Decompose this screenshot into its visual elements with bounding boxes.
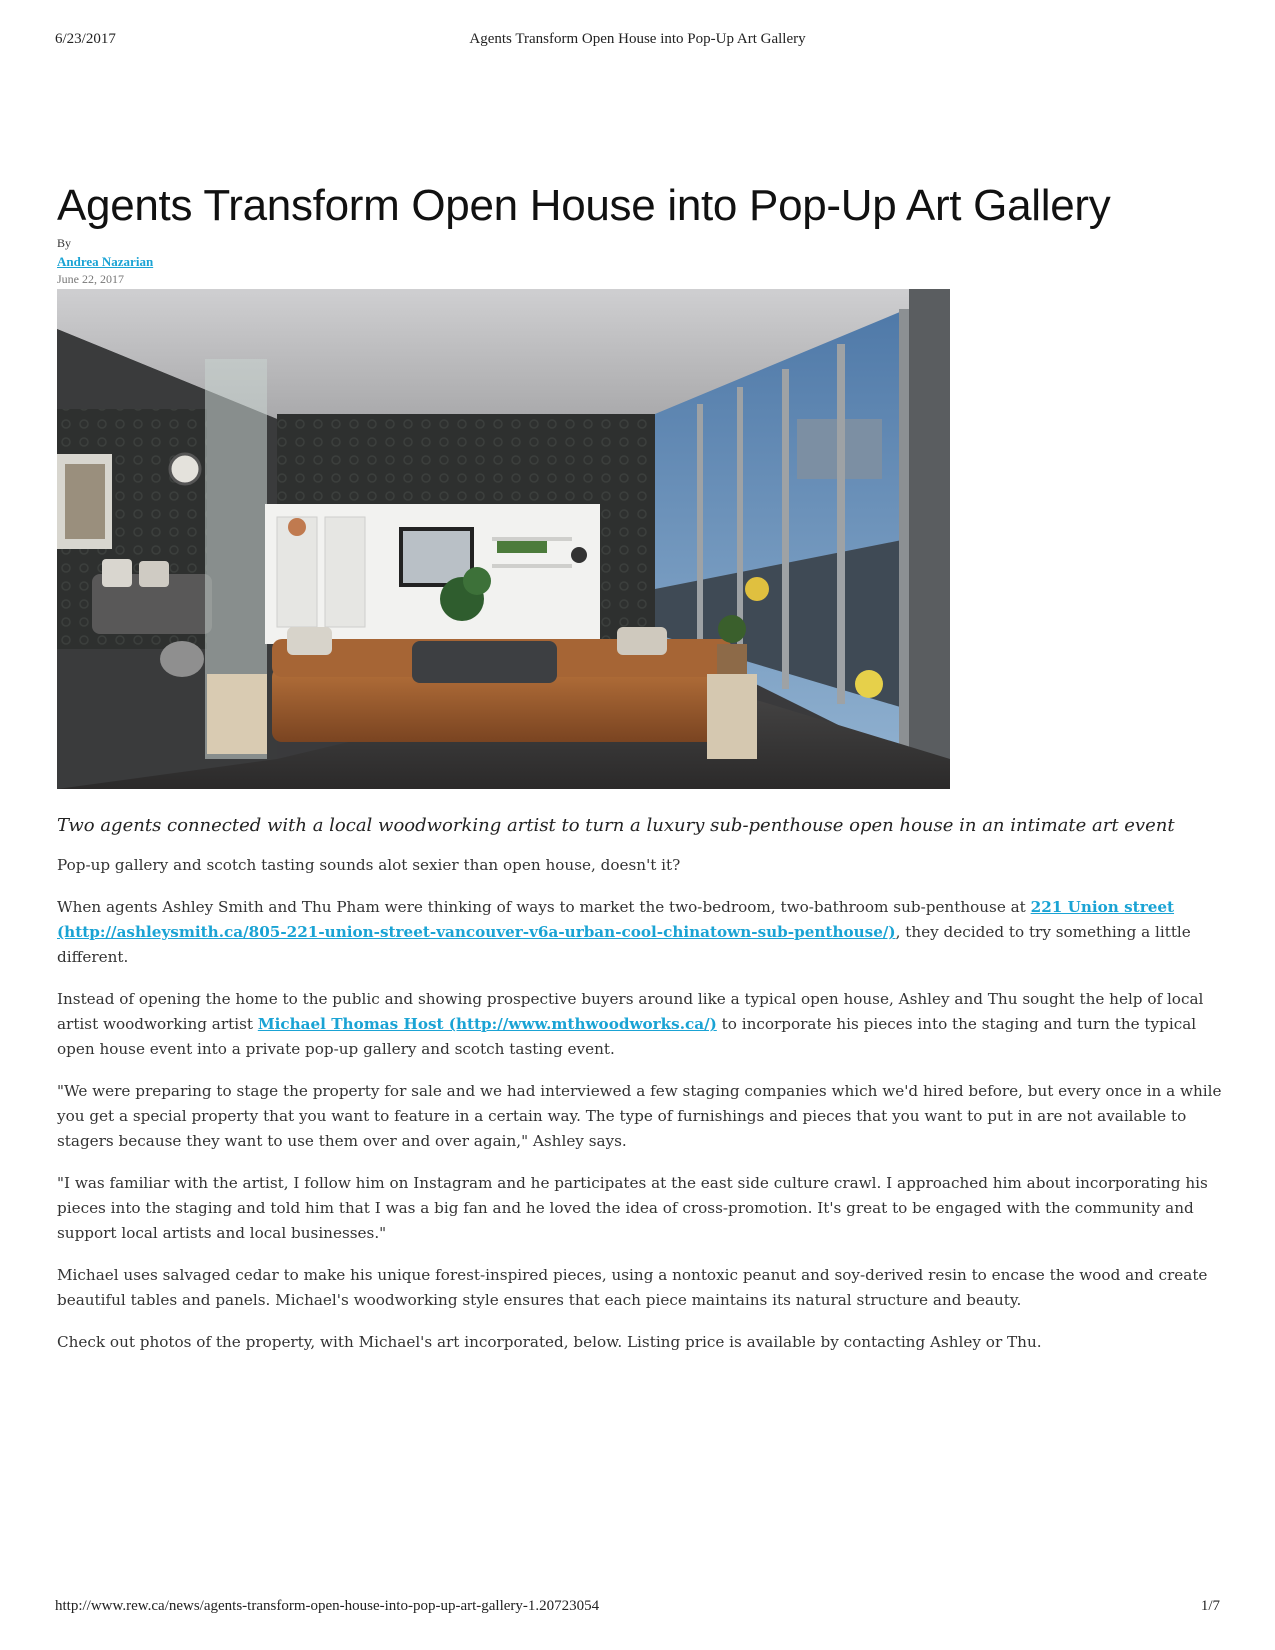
- artist-link[interactable]: Michael Thomas Host (http://www.mthwoodworks.ca/): [257, 1015, 717, 1033]
- byline-label: By: [57, 236, 72, 250]
- hero-image: [57, 289, 950, 789]
- page-counter: 1/7: [1200, 1598, 1220, 1614]
- publish-date: June 22, 2017: [57, 272, 124, 286]
- paragraph-2-text-end: , they decided to try something a little different.: [57, 923, 1191, 966]
- article: [57, 180, 1222, 1355]
- print-date: 6/23/2017: [55, 31, 116, 47]
- paragraph-3-text: Instead of opening the home to the public and showing prospective buyers around like a typical open house, Ashley and Thu sought the help of local artist woodworking artist: [57, 990, 1204, 1033]
- print-footer: [55, 1598, 1220, 1616]
- paragraph-4: "We were preparing to stage the property for sale and we had interviewed a few staging companies which we'd hired before, but every once in a while you get a special property that you want to feature in a certain way. The type of furnishings and pieces that you want to put in are not available to stagers because they want to use them over and over again," Ashley says.: [57, 1082, 1222, 1150]
- paragraph-5: "I was familiar with the artist, I follow him on Instagram and he participates at the east side culture crawl. I approached him about incorporating his pieces into the staging and told him that I was a big fan and he loved the idea of cross-promotion. It's great to be engaged with the community and support local artists and local businesses.": [57, 1174, 1208, 1242]
- print-header: [55, 31, 1220, 49]
- union-street-link[interactable]: 221 Union street (http://ashleysmith.ca/805-221-union-street-vancouver-v6a-urban-cool-chinatown-sub-penthouse/): [57, 898, 1175, 941]
- paragraph-2-text: When agents Ashley Smith and Thu Pham were thinking of ways to market the two-bedroom, two-bathroom sub-penthouse at: [57, 898, 1031, 916]
- paragraph-7: Check out photos of the property, with Michael's art incorporated, below. Listing price is available by contacting Ashley or Thu.: [57, 1333, 1042, 1351]
- article-dek: Two agents connected with a local woodworking artist to turn a luxury sub-penthouse open house in an intimate art event: [57, 815, 1175, 836]
- paragraph-1: Pop-up gallery and scotch tasting sounds alot sexier than open house, doesn't it?: [57, 856, 681, 874]
- article-title: Agents Transform Open House into Pop-Up Art Gallery: [57, 181, 1111, 230]
- author-link[interactable]: Andrea Nazarian: [57, 254, 154, 269]
- living-room-photo: [57, 289, 950, 789]
- print-title: Agents Transform Open House into Pop-Up Art Gallery: [469, 31, 806, 47]
- paragraph-3-text-end: to incorporate his pieces into the staging and turn the typical open house event into a private pop-up gallery and scotch tasting event.: [57, 1015, 1197, 1058]
- print-url: http://www.rew.ca/news/agents-transform-open-house-into-pop-up-art-gallery-1.20723054: [55, 1598, 600, 1614]
- paragraph-3: [57, 987, 1222, 1062]
- paragraph-6: Michael uses salvaged cedar to make his unique forest-inspired pieces, using a nontoxic peanut and soy-derived resin to encase the wood and create beautiful tables and panels. Michael's woodworking style ensures that each piece maintains its natural structure and beauty.: [57, 1266, 1208, 1309]
- paragraph-2: [57, 895, 1222, 970]
